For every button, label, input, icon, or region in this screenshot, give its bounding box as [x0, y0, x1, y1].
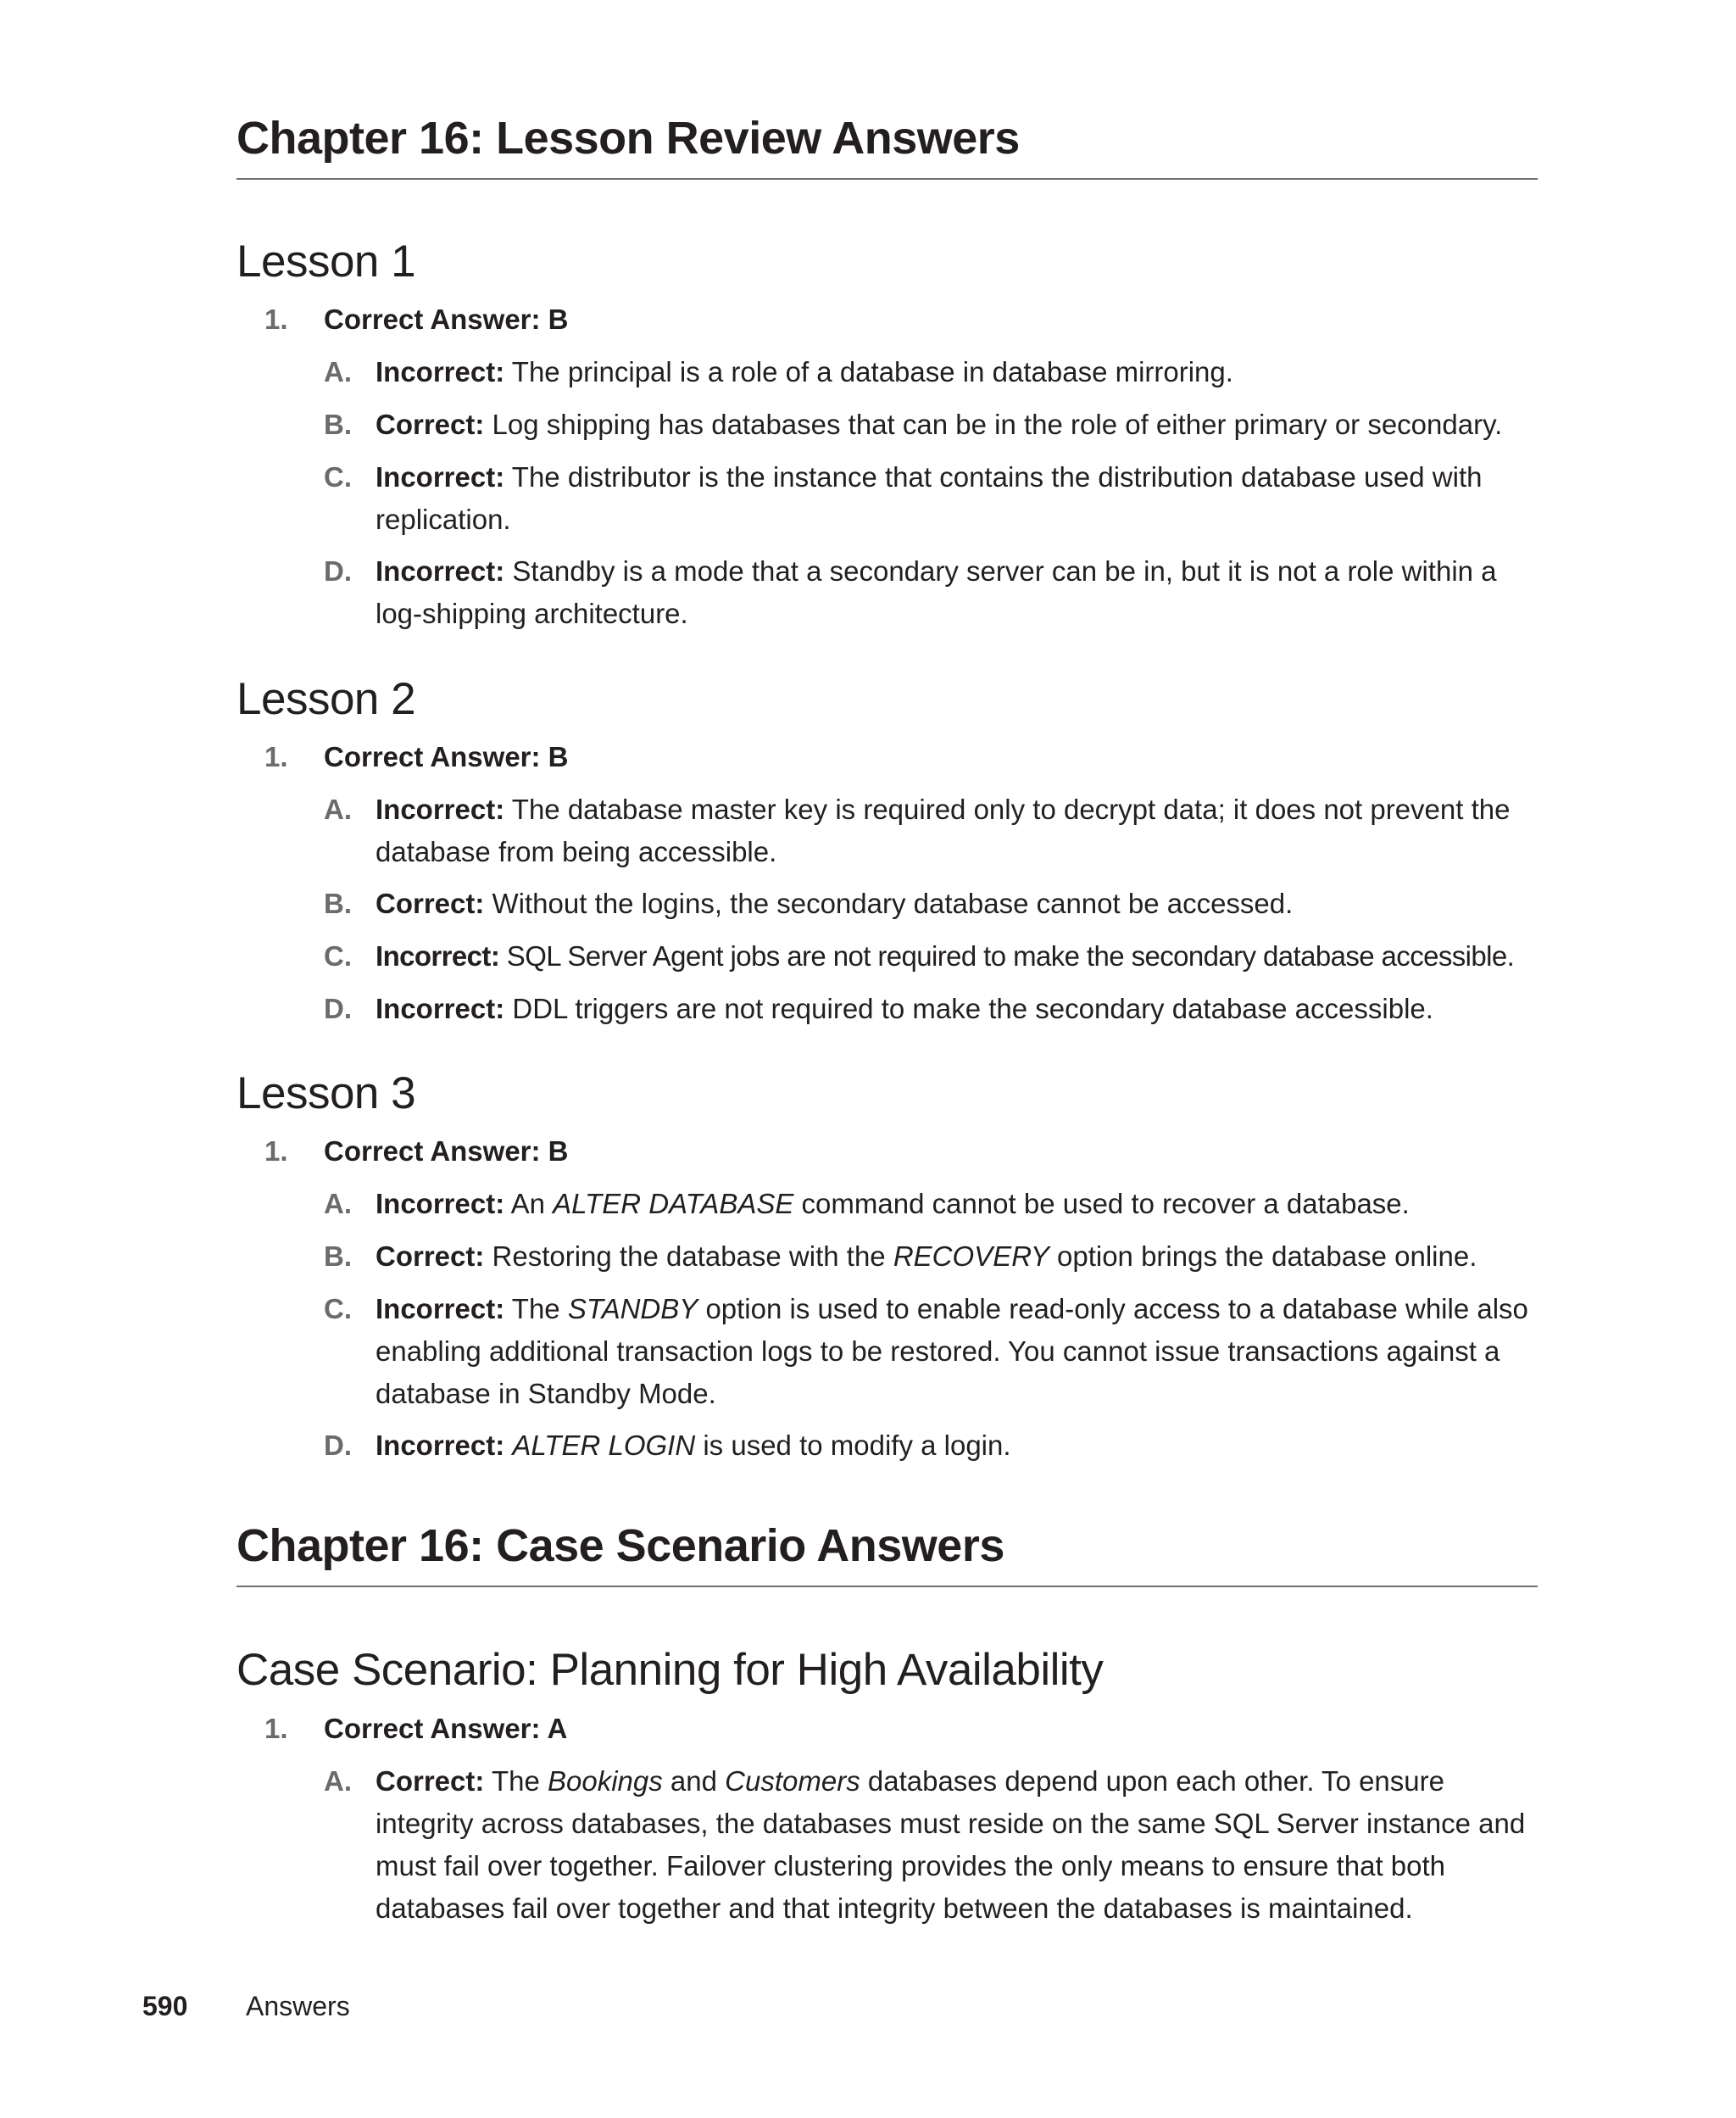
correct-answer-label: Correct Answer: B	[324, 1135, 569, 1167]
option-letter: B.	[324, 888, 352, 919]
option-text-database-2: Customers	[725, 1765, 860, 1797]
question-number: 1.	[264, 1713, 288, 1744]
page-number: 590	[142, 1991, 188, 2021]
option-verdict: Incorrect:	[376, 1430, 505, 1461]
option-verdict: Incorrect:	[376, 356, 505, 387]
option-text-post: option brings the database online.	[1057, 1240, 1477, 1272]
option-text: The database master key is required only to decrypt data; it does not prevent the database from being accessible.	[376, 794, 1511, 867]
option-letter: A.	[324, 1765, 352, 1797]
option-text-database-1: Bookings	[547, 1765, 663, 1797]
option-text-pre: An	[510, 1188, 545, 1219]
lesson-2-option-a	[236, 789, 1542, 873]
option-verdict: Incorrect:	[376, 1293, 505, 1324]
option-text-post: option is used to enable read-only access to a database while also enabling additional transaction logs to be restored. You cannot issue transactions against a database in Standby Mode.	[376, 1293, 1528, 1409]
correct-answer-label: Correct Answer: A	[324, 1713, 568, 1744]
option-verdict: Incorrect:	[376, 555, 505, 587]
case-scenario-heading: Case Scenario: Planning for High Availability	[236, 1645, 1104, 1695]
option-verdict: Correct:	[376, 409, 485, 440]
option-text: Log shipping has databases that can be in the role of either primary or secondary.	[492, 409, 1503, 440]
lesson-3-heading: Lesson 3	[236, 1068, 416, 1118]
correct-answer-label: Correct Answer: B	[324, 741, 569, 772]
lesson-1-option-b	[236, 404, 1542, 446]
lesson-1-option-d	[236, 550, 1542, 635]
option-text-code: ALTER LOGIN	[512, 1430, 696, 1461]
option-letter: B.	[324, 1240, 352, 1272]
chapter-heading-lesson-review: Chapter 16: Lesson Review Answers	[236, 115, 1538, 180]
lesson-2-heading: Lesson 2	[236, 674, 416, 724]
option-verdict: Incorrect:	[376, 1188, 505, 1219]
option-text-post: databases depend upon each other. To ensure integrity across databases, the databases must reside on the same SQL Server instance and must fail over together. Failover clustering provides the only means to ensure that both databases fail over together and that integrity between the databases is maintained.	[376, 1765, 1526, 1924]
option-verdict: Correct:	[376, 1765, 485, 1797]
option-letter: D.	[324, 555, 352, 587]
option-verdict: Correct:	[376, 1240, 485, 1272]
correct-answer-label: Correct Answer: B	[324, 304, 569, 335]
option-text: The principal is a role of a database in database mirroring.	[511, 356, 1233, 387]
lesson-3-option-c	[236, 1288, 1542, 1415]
option-text: SQL Server Agent jobs are not required to make the secondary database accessible.	[506, 940, 1515, 972]
option-verdict: Incorrect:	[376, 940, 500, 972]
lesson-1-option-a	[236, 351, 1542, 393]
footer-section-label: Answers	[246, 1991, 350, 2021]
option-text: DDL triggers are not required to make the secondary database accessible.	[512, 993, 1433, 1024]
lesson-1-heading: Lesson 1	[236, 237, 416, 287]
option-letter: A.	[324, 356, 352, 387]
option-text: The distributor is the instance that contains the distribution database used with replication.	[376, 461, 1483, 535]
option-letter: B.	[324, 409, 352, 440]
option-text-post: command cannot be used to recover a database.	[801, 1188, 1410, 1219]
chapter-heading-case-scenario: Chapter 16: Case Scenario Answers	[236, 1523, 1538, 1587]
option-letter: C.	[324, 461, 352, 493]
lesson-2-option-b	[236, 883, 1542, 925]
lesson-1-option-c	[236, 456, 1542, 541]
option-verdict: Incorrect:	[376, 794, 505, 825]
lesson-2-option-c	[236, 935, 1542, 978]
option-letter: D.	[324, 993, 352, 1024]
option-verdict: Incorrect:	[376, 461, 505, 493]
option-letter: A.	[324, 794, 352, 825]
case-option-a	[236, 1760, 1542, 1930]
option-text-post: is used to modify a login.	[703, 1430, 1011, 1461]
option-letter: A.	[324, 1188, 352, 1219]
option-text-mid: and	[670, 1765, 717, 1797]
option-verdict: Correct:	[376, 888, 485, 919]
question-number: 1.	[264, 1135, 288, 1167]
option-text-code: ALTER DATABASE	[553, 1188, 794, 1219]
option-letter: D.	[324, 1430, 352, 1461]
option-text: Standby is a mode that a secondary server can be in, but it is not a role within a log-shipping architecture.	[376, 555, 1497, 629]
option-letter: C.	[324, 1293, 352, 1324]
lesson-3-option-d	[236, 1424, 1542, 1467]
lesson-3-option-a	[236, 1183, 1542, 1225]
lesson-2-option-d	[236, 988, 1542, 1030]
option-letter: C.	[324, 940, 352, 972]
option-text: Without the logins, the secondary database cannot be accessed.	[492, 888, 1294, 919]
question-number: 1.	[264, 741, 288, 772]
option-verdict: Incorrect:	[376, 993, 505, 1024]
lesson-3-option-b	[236, 1235, 1542, 1278]
question-number: 1.	[264, 304, 288, 335]
option-text-pre: Restoring the database with the	[492, 1240, 886, 1272]
option-text-pre: The	[491, 1765, 540, 1797]
option-text-code: STANDBY	[567, 1293, 698, 1324]
option-text-code: RECOVERY	[893, 1240, 1049, 1272]
option-text-pre: The	[511, 1293, 560, 1324]
